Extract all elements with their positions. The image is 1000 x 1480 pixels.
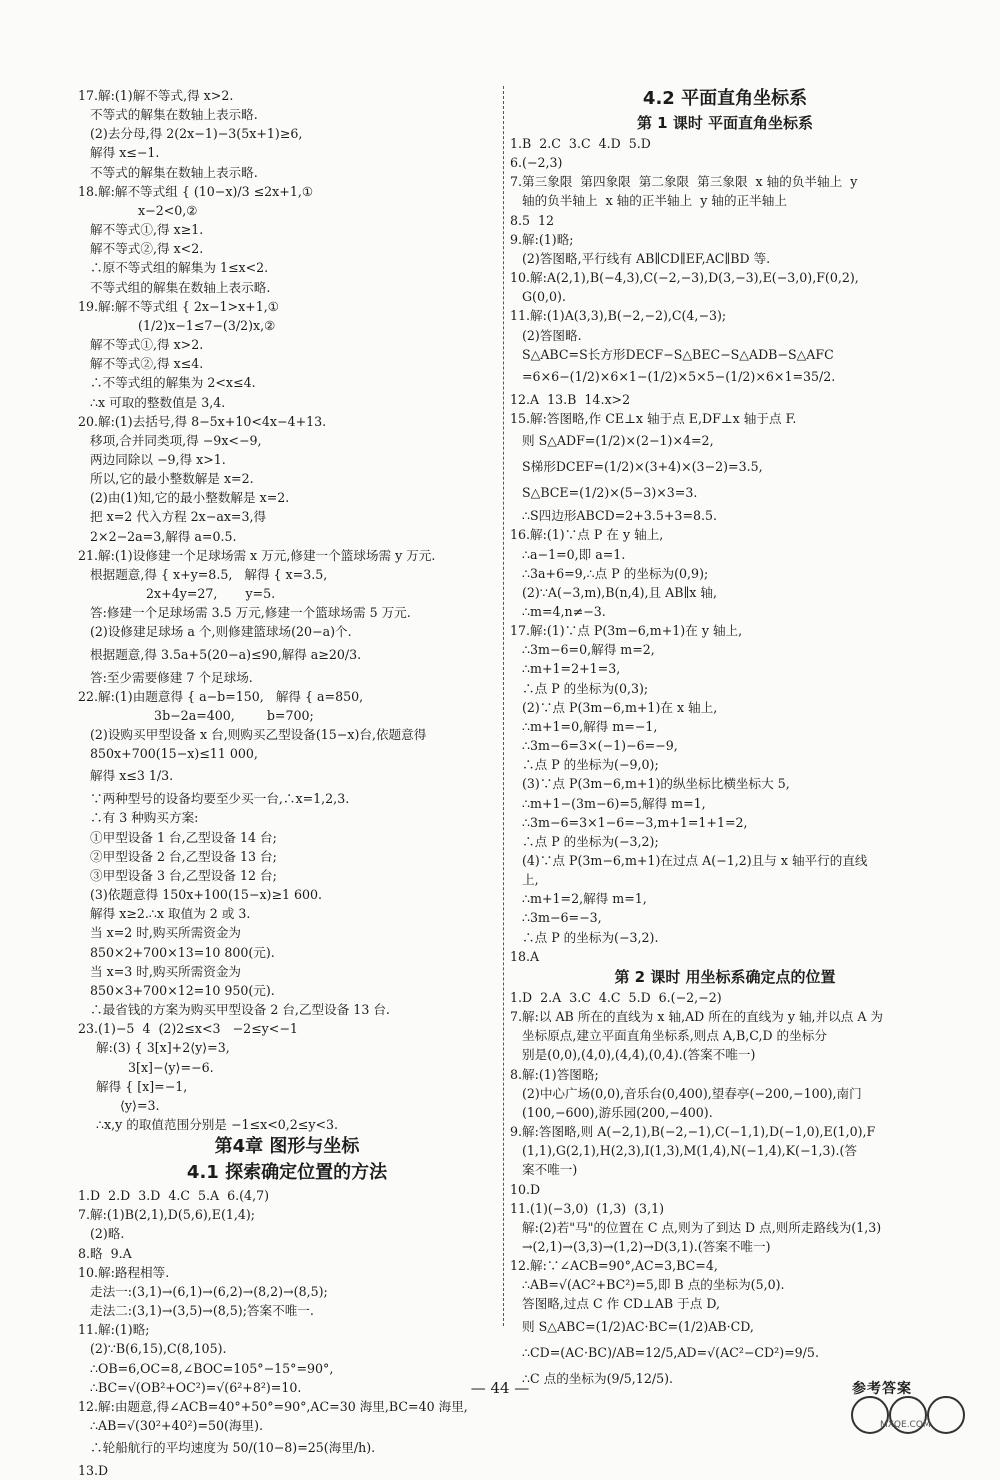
answer-line: (2)中心广场(0,0),音乐台(0,400),望春亭(−200,−100),南门 <box>522 1085 862 1101</box>
answer-line: 11.(1)(−3,0) (1,3) (3,1) <box>510 1200 664 1216</box>
answer-line: 1.D 2.D 3.D 4.C 5.A 6.(4,7) <box>78 1188 270 1204</box>
answer-line: ∴点 P 的坐标为(0,3); <box>522 680 649 696</box>
answer-line: ∴有 3 种购买方案: <box>90 810 199 826</box>
answer-line: 19.解:解不等式组 { 2x−1>x+1,① <box>78 298 280 314</box>
answer-line: 9.解:答图略,则 A(−2,1),B(−2,−1),C(−1,1),D(−1,0),E(1,0),F <box>510 1124 876 1140</box>
answer-line: 20.解:(1)去括号,得 8−5x+10<4x−4+13. <box>78 413 327 429</box>
answer-line: ∴3m−6=0,解得 m=2, <box>522 642 655 658</box>
column-divider <box>503 86 504 1326</box>
answer-line: 21.解:(1)设修建一个足球场需 x 万元,修建一个篮球场需 y 万元. <box>78 547 436 563</box>
answer-line: 10.解:路程相等. <box>78 1264 170 1280</box>
answer-line: ∴m+1=2,解得 m=1, <box>522 891 647 907</box>
answer-line: 850x+700(15−x)≤11 000, <box>90 746 258 762</box>
left-column <box>78 86 496 1480</box>
answer-line: →(2,1)→(3,3)→(1,2)→D(3,1).(答案不唯一) <box>522 1238 771 1254</box>
answer-line: ∴C 点的坐标为(9/5,12/5). <box>522 1370 674 1386</box>
answer-line: 17.解:(1)解不等式,得 x>2. <box>78 88 234 103</box>
answer-line: ∴x 可取的整数值是 3,4. <box>90 394 226 410</box>
answer-line: ∴OB=6,OC=8,∠BOC=105°−15°=90°, <box>90 1360 334 1376</box>
answer-line: ∴a−1=0,即 a=1. <box>522 546 626 562</box>
answer-line: 则 S△ADF=(1/2)×(2−1)×4=2, <box>522 433 714 449</box>
answer-line: 7.解:以 AB 所在的直线为 x 轴,AD 所在的直线为 y 轴,并以点 A 为 <box>510 1009 884 1025</box>
answer-line: 850×3+700×12=10 950(元). <box>90 982 275 998</box>
answer-line: ∴S四边形ABCD=2+3.5+3=8.5. <box>522 508 718 524</box>
answer-line: 不等式的解集在数轴上表示略. <box>90 107 258 123</box>
answer-line: 不等式的解集在数轴上表示略. <box>90 164 258 180</box>
answer-line: ∴3m−6=3×1−6=−3,m+1=1+1=2, <box>522 814 748 830</box>
answer-line: (2)答图略. <box>522 327 582 343</box>
answer-line: 3[x]−⟨y⟩=−6. <box>96 1059 214 1075</box>
answer-line: ∴轮船航行的平均速度为 50/(10−8)=25(海里/h). <box>90 1440 376 1456</box>
section-heading: 第 2 课时 用坐标系确定点的位置 <box>614 967 836 986</box>
answer-line: 解不等式①,得 x≥1. <box>90 222 204 238</box>
answer-line: 7.第三象限 第四象限 第二象限 第三象限 x 轴的负半轴上 y <box>510 174 858 190</box>
answer-line: ∴3m−6=3×(−1)−6=−9, <box>522 738 678 754</box>
answer-line: ∴AB=√(AC²+BC²)=5,即 B 点的坐标为(5,0). <box>522 1277 785 1293</box>
answer-line: (2)答图略,平行线有 AB∥CD∥EF,AC∥BD 等. <box>522 250 771 266</box>
answer-line: 1.B 2.C 3.C 4.D 5.D <box>510 136 651 151</box>
answer-line: 当 x=3 时,购买所需资金为 <box>90 963 242 979</box>
answer-line: 18.解:解不等式组 { (10−x)/3 ≤2x+1,① <box>78 183 314 199</box>
answer-line: x−2<0,② <box>78 202 198 218</box>
answer-line: 别是(0,0),(4,0),(4,4),(0,4).(答案不唯一) <box>522 1047 756 1063</box>
answer-line: 答:至少需要修建 7 个足球场. <box>90 669 253 685</box>
answer-line: S△ABC=S长方形DECF−S△BEC−S△ADB−S△AFC <box>522 346 834 362</box>
answer-line: 解不等式②,得 x≤4. <box>90 356 204 372</box>
answer-line: 23.(1)−5 4 (2)2≤x<3 −2≤y<−1 <box>78 1021 298 1037</box>
answer-line: 两边同除以 −9,得 x>1. <box>90 451 226 467</box>
answer-line: 解得 x≤−1. <box>90 145 160 161</box>
answer-line: ∴m+1=0,解得 m=−1, <box>522 718 658 734</box>
answer-line: (1,1),G(2,1),H(2,3),I(1,3),M(1,4),N(−1,4),K(−1,3).(答 <box>522 1143 857 1159</box>
section-heading: 第 1 课时 平面直角坐标系 <box>636 114 814 132</box>
answer-line: G(0,0). <box>522 289 566 305</box>
section-heading: 4.2 平面直角坐标系 <box>642 88 808 109</box>
answer-line: ⟨y⟩=3. <box>96 1097 160 1113</box>
answer-line: 解:(3) { 3[x]+2⟨y⟩=3, <box>96 1040 230 1056</box>
section-tag: 参考答案 <box>852 1381 912 1397</box>
answer-line: ∴不等式组的解集为 2<x≤4. <box>90 375 256 391</box>
answer-line: 移项,合并同类项,得 −9x<−9, <box>90 432 262 448</box>
answer-line: (2)设修建足球场 a 个,则修建篮球场(20−a)个. <box>90 624 352 640</box>
answer-line: 坐标原点,建立平面直角坐标系,则点 A,B,C,D 的坐标分 <box>522 1028 827 1044</box>
answer-line: ∴原不等式组的解集为 1≤x<2. <box>90 260 269 276</box>
answer-line: ∴m+1=2+1=3, <box>522 661 621 677</box>
answer-line: ③甲型设备 3 台,乙型设备 12 台; <box>90 867 277 883</box>
answer-line: 10.D <box>510 1181 541 1197</box>
answer-line: ①甲型设备 1 台,乙型设备 14 台; <box>90 829 277 845</box>
answer-line: ∴m+1−(3m−6)=5,解得 m=1, <box>522 795 706 811</box>
answer-line: 850×2+700×13=10 800(元). <box>90 944 275 960</box>
answer-line: 12.解:∵∠ACB=90°,AC=3,BC=4, <box>510 1258 718 1274</box>
answer-line: 2x+4y=27, y=5. <box>90 586 276 602</box>
answer-line: ∴BC=√(OB²+OC²)=√(6²+8²)=10. <box>90 1379 302 1395</box>
answer-line: 案不唯一) <box>522 1162 578 1178</box>
answer-line: 10.解:A(2,1),B(−4,3),C(−2,−3),D(3,−3),E(−3,0),F(0,2), <box>510 270 859 286</box>
answer-line: 上, <box>522 872 539 888</box>
answer-line: 轴的负半轴上 x 轴的正半轴上 y 轴的正半轴上 <box>522 193 787 209</box>
answer-line: 答图略,过点 C 作 CD⊥AB 于点 D, <box>522 1296 720 1312</box>
answer-line: 解不等式①,得 x>2. <box>90 337 204 353</box>
answer-line: (2)去分母,得 2(2x−1)−3(5x+1)≥6, <box>90 126 303 142</box>
answer-line: 所以,它的最小整数解是 x=2. <box>90 471 254 487</box>
answer-line: ∴点 P 的坐标为(−3,2). <box>522 929 659 945</box>
answer-line: ∴最省钱的方案为购买甲型设备 2 台,乙型设备 13 台. <box>90 1002 390 1018</box>
answer-line: 则 S△ABC=(1/2)AC·BC=(1/2)AB·CD, <box>522 1318 754 1334</box>
answer-line: 22.解:(1)由题意得 { a−b=150, 解得 { a=850, <box>78 688 364 704</box>
answer-line: 不等式组的解集在数轴上表示略. <box>90 279 271 295</box>
answer-line: 走法一:(3,1)→(6,1)→(6,2)→(8,2)→(8,5); <box>90 1283 328 1299</box>
answer-line: (2)由(1)知,它的最小整数解是 x=2. <box>90 490 290 506</box>
watermark-text: MXQE.COM <box>880 1420 931 1430</box>
page-number: — 44 — <box>470 1379 530 1397</box>
answer-line: ∴3m−6=−3, <box>522 910 602 926</box>
answer-line: 8.解:(1)答图略; <box>510 1066 599 1082</box>
answer-line: S梯形DCEF=(1/2)×(3+4)×(3−2)=3.5, <box>522 459 763 475</box>
answer-line: 15.解:答图略,作 CE⊥x 轴于点 E,DF⊥x 轴于点 F. <box>510 411 797 427</box>
answer-line: (2)∵点 P(3m−6,m+1)在 x 轴上, <box>522 699 718 715</box>
answer-line: 6.(−2,3) <box>510 155 563 171</box>
answer-line: (3)依题意得 150x+100(15−x)≥1 600. <box>90 887 323 903</box>
answer-line: ∴CD=(AC·BC)/AB=12/5,AD=√(AC²−CD²)=9/5. <box>522 1344 819 1360</box>
answer-line: 12.A 13.B 14.x>2 <box>510 391 631 407</box>
answer-line: 1.D 2.A 3.C 4.C 5.D 6.(−2,−2) <box>510 989 722 1005</box>
answer-line: 7.解:(1)B(2,1),D(5,6),E(1,4); <box>78 1207 256 1223</box>
answer-line: (2)略. <box>90 1226 125 1242</box>
answer-line: (2)∵B(6,15),C(8,105). <box>90 1341 227 1357</box>
answer-line: ∴AB=√(30²+40²)=50(海里). <box>90 1418 264 1433</box>
answer-line: ∴点 P 的坐标为(−3,2); <box>522 833 659 849</box>
answer-line: 8.5 12 <box>510 212 555 228</box>
answer-line: 根据题意,得 { x+y=8.5, 解得 { x=3.5, <box>90 566 328 582</box>
answer-line: 根据题意,得 3.5a+5(20−a)≤90,解得 a≥20/3. <box>90 646 362 662</box>
answer-line: 解得 x≤3 1/3. <box>90 768 174 784</box>
answer-circle-logo-icon <box>848 1395 978 1437</box>
answer-line: 3b−2a=400, b=700; <box>78 707 314 723</box>
answer-line: 13.D <box>78 1463 109 1479</box>
answer-line: 解得 { [x]=−1, <box>96 1078 188 1094</box>
answer-line: ∴m=4,n≠−3. <box>522 603 606 619</box>
answer-line: 16.解:(1)∵点 P 在 y 轴上, <box>510 527 664 543</box>
answer-line: ∵两种型号的设备均要至少买一台,∴x=1,2,3. <box>90 791 350 807</box>
answer-line: ②甲型设备 2 台,乙型设备 13 台; <box>90 848 277 864</box>
answer-line: (100,−600),游乐园(200,−400). <box>522 1104 713 1120</box>
answer-line: 17.解:(1)∵点 P(3m−6,m+1)在 y 轴上, <box>510 623 743 639</box>
answer-line: (2)设购买甲型设备 x 台,则购买乙型设备(15−x)台,依题意得 <box>90 727 427 742</box>
answer-line: ∴x,y 的取值范围分别是 −1≤x<0,2≤y<3. <box>96 1116 339 1132</box>
answer-line: (2)∵A(−3,m),B(n,4),且 AB∥x 轴, <box>522 584 717 600</box>
right-column <box>510 86 940 1392</box>
answer-line: 解不等式②,得 x<2. <box>90 241 204 257</box>
answer-line: 解得 x≥2.∴x 取值为 2 或 3. <box>90 906 251 922</box>
answer-line: 答:修建一个足球场需 3.5 万元,修建一个篮球场需 5 万元. <box>90 605 411 621</box>
answer-line: (4)∵点 P(3m−6,m+1)在过点 A(−1,2)且与 x 轴平行的直线 <box>522 853 868 868</box>
answer-line: 解:(2)若"马"的位置在 C 点,则为了到达 D 点,则所走路线为(1,3) <box>522 1219 882 1235</box>
answer-line: 9.解:(1)略; <box>510 231 574 247</box>
answer-line: 11.解:(1)略; <box>78 1322 150 1338</box>
answer-line: 18.A <box>510 948 540 964</box>
answer-line: =6×6−(1/2)×6×1−(1/2)×5×5−(1/2)×6×1=35/2. <box>522 368 836 384</box>
answer-line: S△BCE=(1/2)×(5−3)×3=3. <box>522 485 698 501</box>
answer-line: ∴点 P 的坐标为(−9,0); <box>522 757 659 773</box>
answer-line: 12.解:由题意,得∠ACB=40°+50°=90°,AC=30 海里,BC=40 海里, <box>78 1398 468 1414</box>
answer-line: ∴3a+6=9,∴点 P 的坐标为(0,9); <box>522 565 709 581</box>
section-heading: 4.1 探索确定位置的方法 <box>186 1162 388 1184</box>
answer-line: (1/2)x−1≤7−(3/2)x,② <box>78 317 276 333</box>
answer-line: 把 x=2 代入方程 2x−ax=3,得 <box>90 509 267 525</box>
answer-line: 11.解:(1)A(3,3),B(−2,−2),C(4,−3); <box>510 308 727 324</box>
answer-line: (3)∵点 P(3m−6,m+1)的纵坐标比横坐标大 5, <box>522 776 790 792</box>
answer-line: 走法二:(3,1)→(3,5)→(8,5);答案不唯一. <box>90 1303 314 1319</box>
answer-line: 2×2−2a=3,解得 a=0.5. <box>90 528 237 544</box>
section-heading: 第4章 图形与坐标 <box>214 1136 360 1158</box>
answer-line: 8.略 9.A <box>78 1245 132 1261</box>
answer-line: 当 x=2 时,购买所需资金为 <box>90 925 242 941</box>
